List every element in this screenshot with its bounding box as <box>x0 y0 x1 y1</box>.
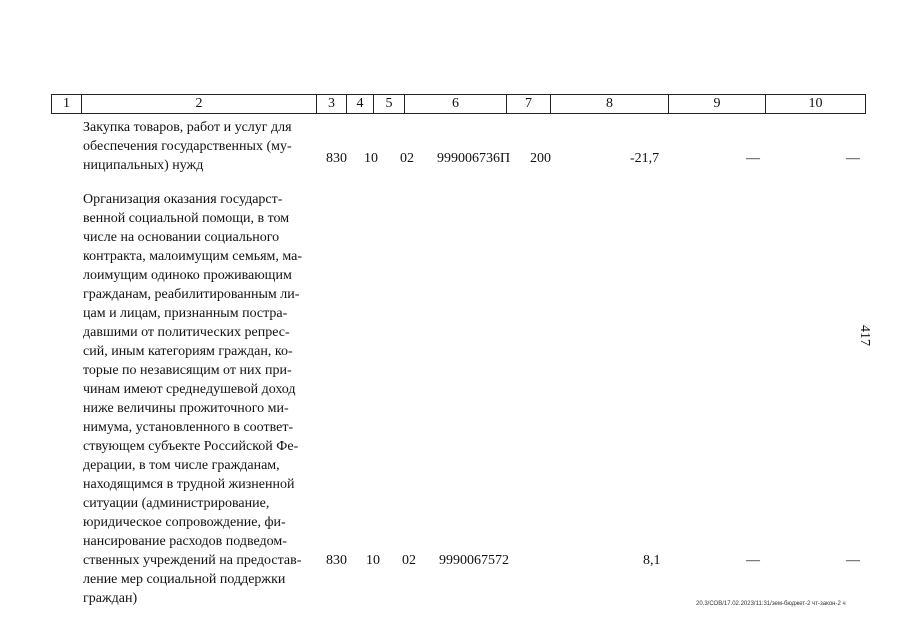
description-line: чинам имеют среднедушевой доход <box>83 382 296 397</box>
row-1-col-4: 10 <box>364 151 378 166</box>
header-col-7: 7 <box>525 96 532 111</box>
row-1-description <box>83 118 319 175</box>
table-header-row <box>51 94 866 114</box>
row-2-col-8: 8,1 <box>643 553 661 568</box>
description-line: ственных учреждений на предостав- <box>83 553 302 568</box>
row-1-col-9: — <box>746 151 760 166</box>
description-line: лоимущим одиноко проживающим <box>83 268 292 283</box>
description-line: юридическое сопровождение, фи- <box>83 515 286 530</box>
header-col-2: 2 <box>195 96 203 111</box>
header-col-9: 9 <box>713 96 721 111</box>
description-line: сий, иным категориям граждан, ко- <box>83 344 293 359</box>
row-2-col-9: — <box>746 553 760 568</box>
header-col-1: 1 <box>63 96 70 111</box>
description-line: торые по независящим от них при- <box>83 363 292 378</box>
row-2-col-10: — <box>846 553 860 568</box>
row-1-col-6: 999006736П <box>437 151 511 166</box>
header-col-6: 6 <box>452 96 459 111</box>
description-line: ниже величины прожиточного ми- <box>83 401 289 416</box>
row-2-col-6: 9990067572 <box>439 553 509 568</box>
description-line: граждан) <box>83 591 138 606</box>
footer-stamp: 20.3/СОВ/17.02.2023/11:31/зем-бюджет-2 чт-закон-2 ч <box>696 601 846 607</box>
row-1-col-5: 02 <box>400 151 414 166</box>
description-line: ниципальных) нужд <box>83 158 204 173</box>
description-line: нимума, установленного в соответ- <box>83 420 294 435</box>
row-2-col-4: 10 <box>366 553 380 568</box>
header-col-10: 10 <box>808 96 823 111</box>
page-number: 417 <box>857 325 872 346</box>
row-2-col-3: 830 <box>326 553 347 568</box>
description-line: ситуации (администрирование, <box>83 496 270 511</box>
row-2-description <box>83 190 319 608</box>
header-col-4: 4 <box>356 96 364 111</box>
row-1-col-7: 200 <box>530 151 551 166</box>
header-col-5: 5 <box>385 96 393 111</box>
row-2-col-5: 02 <box>402 553 416 568</box>
description-line: числе на основании социального <box>83 230 280 245</box>
row-1-col-10: — <box>846 151 860 166</box>
description-line: дерации, в том числе гражданам, <box>83 458 280 473</box>
header-col-8: 8 <box>606 96 613 111</box>
description-line: Закупка товаров, работ и услуг для <box>83 120 292 135</box>
description-line: гражданам, реабилитированным ли- <box>83 287 300 302</box>
row-1-col-8: -21,7 <box>630 151 660 166</box>
row-1-col-3: 830 <box>326 151 347 166</box>
header-col-3: 3 <box>328 96 335 111</box>
description-line: ствующем субъекте Российской Фе- <box>83 439 299 454</box>
description-line: ление мер социальной поддержки <box>83 572 286 587</box>
description-line: давшими от политических репрес- <box>83 325 290 340</box>
description-line: нансирование расходов подведом- <box>83 534 287 549</box>
description-line: контракта, малоимущим семьям, ма- <box>83 249 303 264</box>
description-line: обеспечения государственных (му- <box>83 139 292 154</box>
description-line: находящимся в трудной жизненной <box>83 477 295 492</box>
description-line: цам и лицам, признанным постра- <box>83 306 288 321</box>
description-line: венной социальной помощи, в том <box>83 211 290 226</box>
description-line: Организация оказания государст- <box>83 192 283 207</box>
